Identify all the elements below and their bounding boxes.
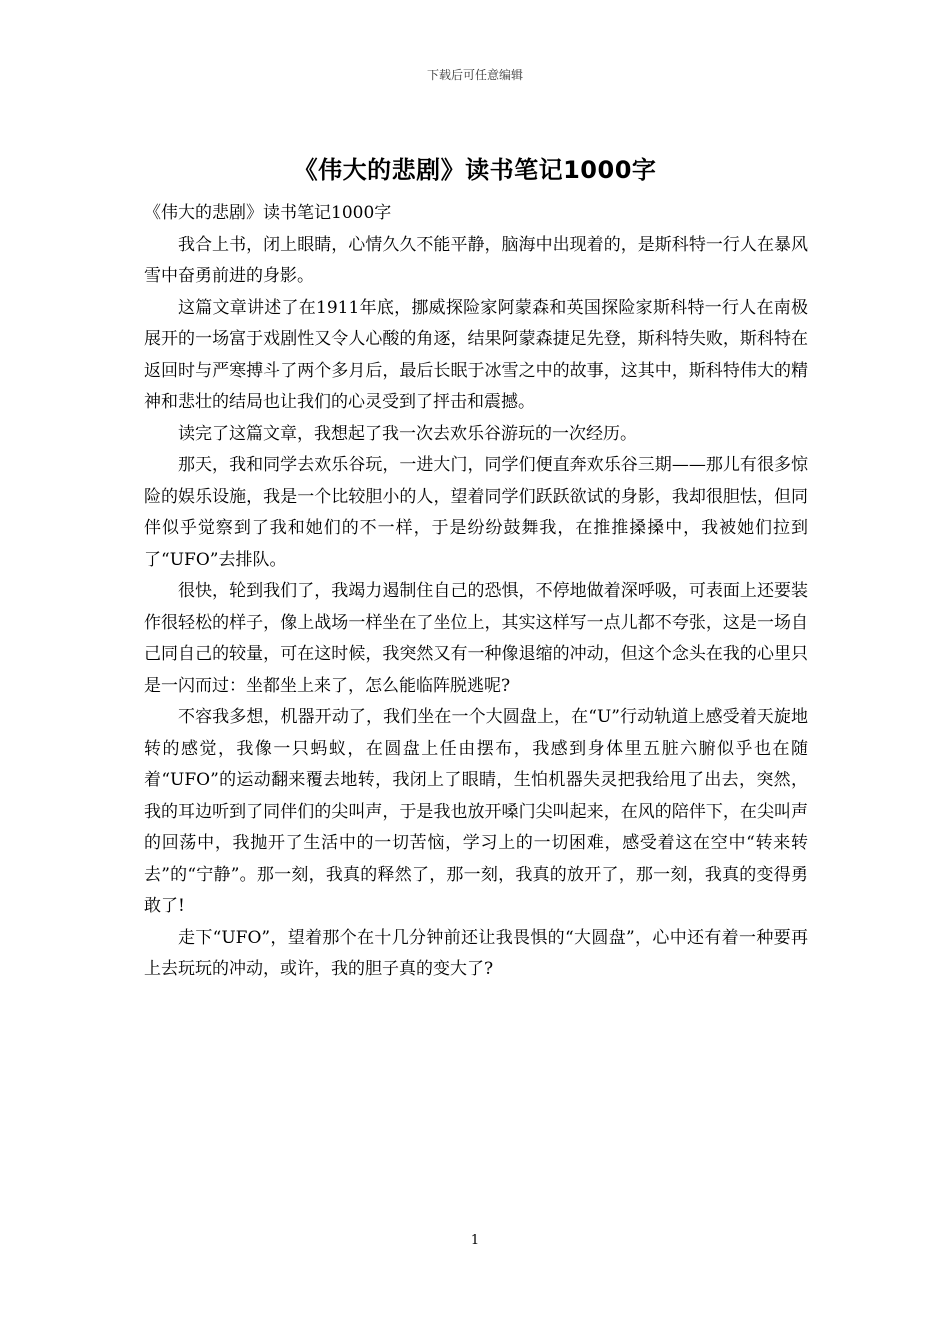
document-title: 《伟大的悲剧》读书笔记1000字 <box>293 156 657 184</box>
paragraph: 读完了这篇文章，我想起了我一次去欢乐谷游玩的一次经历。 <box>178 423 637 444</box>
page-number: 1 <box>470 1233 480 1248</box>
paragraph-subtitle: 《伟大的悲剧》读书笔记1000字 <box>144 203 392 223</box>
paragraph: 那天，我和同学去欢乐谷玩，一进大门，同学们便直奔欢乐谷三期——那儿有很多惊险的娱乐设施，我是一个比较胆小的人，望着同学们跃跃欲试的身影，我却很胆怯，但同伴似乎觉察到了我和她们的不一样，于是纷纷鼓舞我，在推推搡搡中，我被她们拉到了“UFO”去排队。 <box>144 455 808 570</box>
paragraph: 这篇文章讲述了在1911年底，挪威探险家阿蒙森和英国探险家斯科特一行人在南极展开的一场富于戏剧性又令人心酸的角逐，结果阿蒙森捷足先登，斯科特失败，斯科特在返回时与严寒搏斗了两个多月后，最后长眠于冰雪之中的故事，这其中，斯科特伟大的精神和悲壮的结局也让我们的心灵受到了抨击和震撼。 <box>144 297 808 412</box>
paragraph: 走下“UFO”，望着那个在十几分钟前还让我畏惧的“大圆盘”，心中还有着一种要再上去玩玩的冲动，或许，我的胆子真的变大了? <box>144 927 808 979</box>
page-header: 下载后可任意编辑 <box>426 68 523 82</box>
document-body <box>144 198 808 986</box>
paragraph: 很快，轮到我们了，我竭力遏制住自己的恐惧，不停地做着深呼吸，可表面上还要装作很轻松的样子，像上战场一样坐在了坐位上，其实这样写一点儿都不夸张，这是一场自己同自己的较量，可在这时候，我突然又有一种像退缩的冲动，但这个念头在我的心里只是一闪而过：坐都坐上来了，怎么能临阵脱逃呢? <box>144 581 808 696</box>
paragraph: 不容我多想，机器开动了，我们坐在一个大圆盘上，在“U”行动轨道上感受着天旋地转的感觉，我像一只蚂蚁，在圆盘上任由摆布，我感到身体里五脏六腑似乎也在随着“UFO”的运动翻来覆去地转，我闭上了眼睛，生怕机器失灵把我给甩了出去，突然，我的耳边听到了同伴们的尖叫声，于是我也放开嗓门尖叫起来，在风的陪伴下，在尖叫声的回荡中，我抛开了生活中的一切苦恼，学习上的一切困难，感受着这在空中“转来转去”的“宁静”。那一刻，我真的释然了，那一刻，我真的放开了，那一刻，我真的变得勇敢了! <box>144 707 808 916</box>
paragraph: 我合上书，闭上眼睛，心情久久不能平静，脑海中出现着的，是斯科特一行人在暴风雪中奋勇前进的身影。 <box>144 234 808 286</box>
